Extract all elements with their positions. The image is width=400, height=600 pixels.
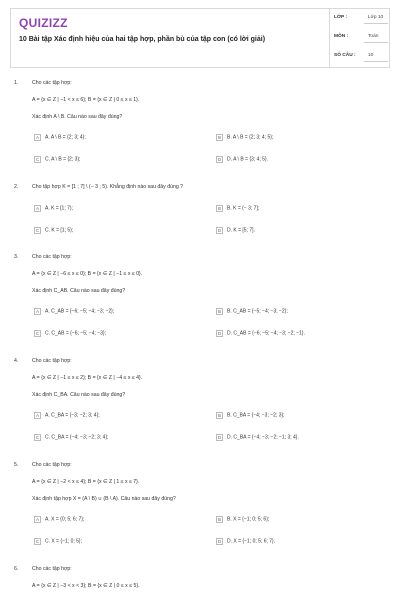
option-c[interactable] [34, 538, 82, 546]
option-c[interactable] [34, 330, 106, 338]
meta-box [329, 9, 391, 67]
option-b[interactable] [216, 308, 288, 316]
option-letter-box: A [35, 309, 39, 314]
question-text: Xác định tập hợp X = (A \ B) ∪ (B \ A). Câu nào sau đây đúng? [32, 496, 176, 502]
question-number: 1. [14, 80, 19, 86]
option-letter-box: D [217, 157, 222, 162]
option-letter-box: B [217, 517, 221, 522]
document-title: 10 Bài tập Xác định hiệu của hai tập hợp, phần bù của tập con (có lời giải) [19, 36, 266, 43]
question-text: A = {x ∈ Z | −3 < x < 3}; B = {x ∈ Z | 0 ≤ x ≤ 5}. [32, 583, 140, 589]
meta-count [330, 47, 391, 66]
meta-subject [330, 28, 391, 47]
meta-label: SỐ CÂU : [334, 53, 356, 58]
option-text: D. C_BA = {−4; −3; −2; −1; 3; 4}. [227, 434, 299, 441]
option-d[interactable] [216, 227, 255, 235]
option-b[interactable] [216, 134, 273, 142]
option-text: A. C_AB = {−6; −5; −4; −3; −2}; [45, 308, 115, 315]
document-header [10, 8, 390, 68]
option-letter-box: A [35, 413, 39, 418]
option-text: C. X = {−1; 0; 5}; [45, 538, 82, 545]
option-letter-box: D [217, 539, 222, 544]
option-text: D. X = {−1; 0; 5; 6; 7}. [227, 538, 276, 545]
option-a[interactable] [34, 516, 84, 524]
option-letter-box: D [217, 331, 222, 336]
option-letter-box: B [217, 309, 221, 314]
option-letter-box: B [217, 206, 221, 211]
option-letter-box: B [217, 135, 221, 140]
option-b[interactable] [216, 412, 285, 420]
meta-divider [364, 23, 388, 24]
option-d[interactable] [216, 156, 268, 164]
option-d[interactable] [216, 434, 299, 442]
option-letter-box: C [35, 157, 40, 162]
option-a[interactable] [34, 205, 73, 213]
option-letter-box: C [35, 331, 40, 336]
option-letter-box: D [217, 435, 222, 440]
meta-value: 10 [368, 53, 374, 58]
option-text: B. C_BA = {−4; −3; −2; 3}; [227, 412, 285, 419]
option-text: D. A \ B = {3; 4; 5}. [227, 156, 269, 163]
option-a[interactable] [34, 134, 86, 142]
question-text: Xác định C_BA. Câu nào sau đây đúng? [32, 392, 126, 398]
question-text: Cho các tập hợp: [32, 566, 72, 572]
question-text: Cho các tập hợp: [32, 254, 72, 260]
option-text: D. C_AB = {−6; −5; −4; −3; −2; −1}. [227, 330, 305, 337]
question-text: Cho các tập hợp: [32, 462, 72, 468]
option-d[interactable] [216, 538, 275, 546]
option-b[interactable] [216, 516, 269, 524]
option-letter-box: A [35, 135, 39, 140]
question-text: Cho các tập hợp: [32, 358, 72, 364]
meta-divider [364, 42, 388, 43]
option-text: A. X = {0; 5; 6; 7}; [45, 516, 85, 523]
option-text: D. K = [5; 7]. [227, 227, 255, 234]
meta-value: Toán [368, 34, 379, 39]
option-text: C. C_BA = {−4; −3; −2; 3; 4}; [45, 434, 109, 441]
option-text: B. K = (− 3; 7]; [227, 205, 260, 212]
option-letter-box: C [35, 539, 40, 544]
option-d[interactable] [216, 330, 305, 338]
option-c[interactable] [34, 434, 108, 442]
option-c[interactable] [34, 156, 80, 164]
option-text: C. A \ B = {2; 3}; [45, 156, 81, 163]
question-number: 4. [14, 358, 19, 364]
meta-label: MÔN : [334, 34, 349, 39]
question-number: 6. [14, 566, 19, 572]
option-text: A. A \ B = {2; 3; 4}; [45, 134, 86, 141]
question-text: Xác định C_AB. Câu nào sau đây đúng? [32, 288, 126, 294]
question-text: A = {x ∈ Z | −1 ≤ x ≤ 2}; B = {x ∈ Z | −4 ≤ x ≤ 4}. [32, 375, 143, 381]
quizizz-logo: QUIZIZZ [19, 16, 68, 30]
option-letter-box: C [35, 228, 40, 233]
option-letter-box: A [35, 517, 39, 522]
meta-divider [364, 61, 388, 62]
option-b[interactable] [216, 205, 259, 213]
option-letter-box: A [35, 206, 39, 211]
question-text: Cho các tập hợp: [32, 80, 72, 86]
meta-label: LỚP : [334, 15, 348, 20]
option-a[interactable] [34, 412, 100, 420]
option-a[interactable] [34, 308, 114, 316]
meta-value: Lớp 10 [368, 15, 384, 20]
option-text: C. C_AB = {−6; −5; −4; −3}; [45, 330, 107, 337]
option-text: A. K = [1; 7); [45, 205, 73, 212]
option-text: B. C_AB = {−5; −4; −3; −2}; [227, 308, 288, 315]
option-text: A. C_BA = {−3; −2; 3; 4}; [45, 412, 100, 419]
question-text: A = {x ∈ Z | −2 < x ≤ 4}; B = {x ∈ Z | 1 ≤ x ≤ 7}. [32, 479, 140, 485]
option-letter-box: D [217, 228, 222, 233]
option-letter-box: C [35, 435, 40, 440]
question-number: 3. [14, 254, 19, 260]
option-text: B. A \ B = {2; 3; 4; 5}; [227, 134, 274, 141]
question-text: Xác định A \ B. Câu nào sau đây đúng? [32, 114, 123, 120]
option-letter-box: B [217, 413, 221, 418]
question-text: Cho tập hợp K = [1 ; 7] \ (− 3 ; 5). Khẳng định nào sau đây đúng ? [32, 184, 184, 190]
question-number: 2. [14, 184, 19, 190]
option-text: B. X = {−1; 0; 5; 6}; [227, 516, 270, 523]
meta-grade [330, 9, 391, 28]
question-text: A = {x ∈ Z | −1 < x ≤ 6}; B = {x ∈ Z | 0 ≤ x ≤ 1}. [32, 97, 140, 103]
option-c[interactable] [34, 227, 73, 235]
question-number: 5. [14, 462, 19, 468]
option-text: C. K = [1; 5); [45, 227, 74, 234]
question-text: A = {x ∈ Z | −6 ≤ x ≤ 0}; B = {x ∈ Z | −1 ≤ x ≤ 0}. [32, 271, 143, 277]
